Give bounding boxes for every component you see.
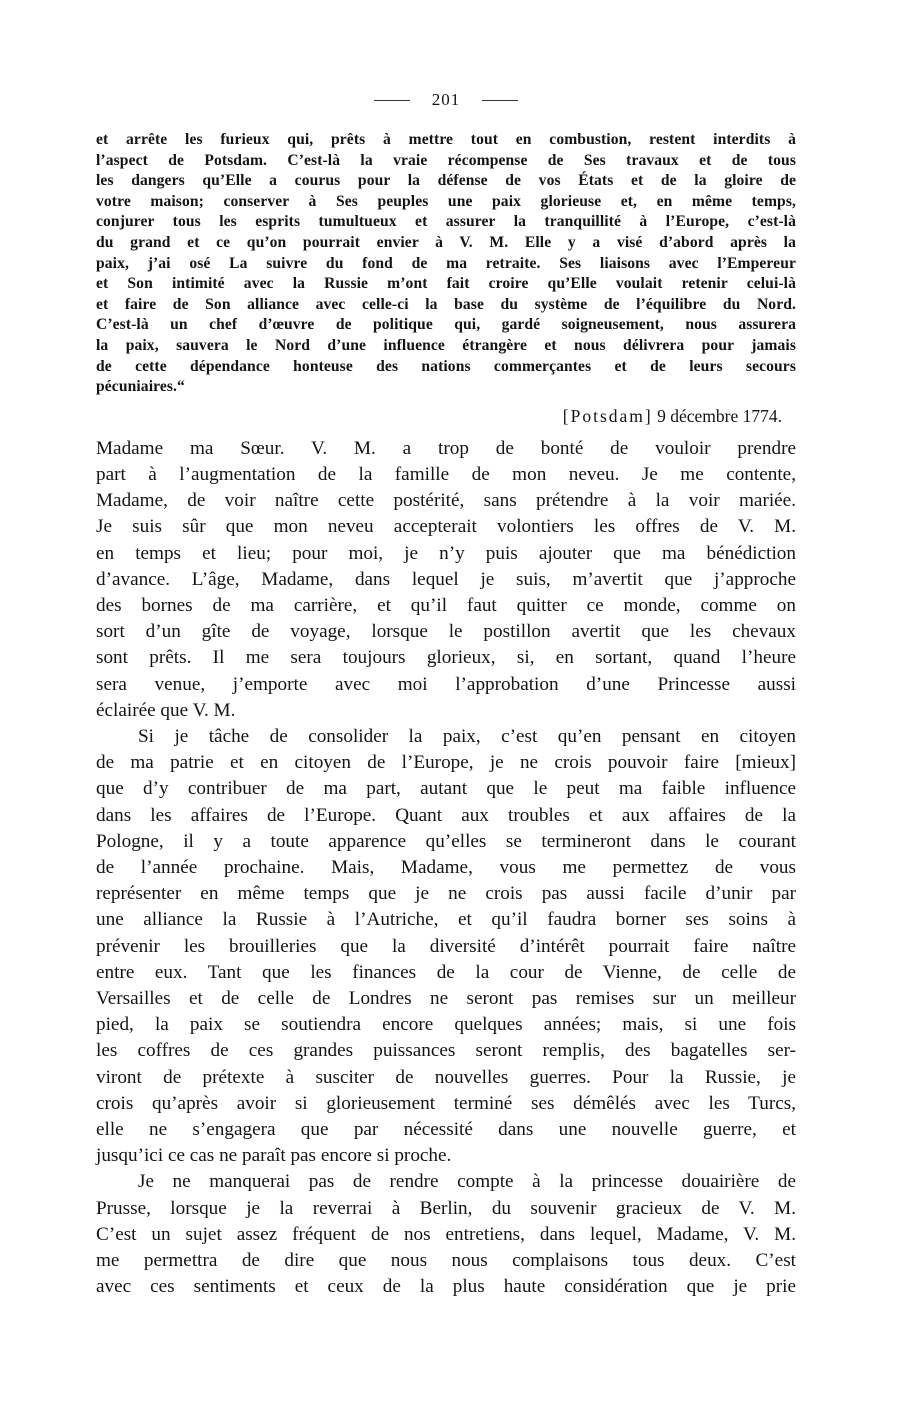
letter-line: Prusse, lorsque je la reverrai à Berlin, du souvenir gracieux de V. M. bbox=[96, 1197, 796, 1219]
header-rule-left bbox=[374, 100, 410, 101]
quote-line: C’est-là un chef d’œuvre de politique qui, gardé soigneusement, nous assurera bbox=[96, 316, 796, 334]
letter-paragraph-2 bbox=[96, 724, 796, 1169]
quote-line: paix, j’ai osé La suivre du fond de ma retraite. Ses liaisons avec l’Empereur bbox=[96, 254, 796, 272]
letter-line: me permettra de dire que nous nous complaisons tous deux. C’est bbox=[96, 1250, 796, 1272]
dateline-place: [Potsdam] bbox=[562, 405, 653, 426]
letter-line: sera venue, j’emporte avec moi l’approbation d’une Princesse aussi bbox=[96, 673, 796, 695]
letter-line: pied, la paix se soutiendra encore quelques années; mais, si une fois bbox=[96, 1014, 796, 1036]
letter-line: viront de prétexte à susciter de nouvelles guerres. Pour la Russie, je bbox=[96, 1066, 796, 1088]
quoted-passage bbox=[96, 130, 796, 398]
quote-line: conjurer tous les esprits tumultueux et assurer la tranquillité à l’Europe, c’est-là bbox=[96, 213, 796, 231]
letter-line: une alliance la Russie à l’Autriche, et qu’il faudra borner ses soins à bbox=[96, 909, 796, 931]
letter-line: Versailles et de celle de Londres ne seront pas remises sur un meilleur bbox=[96, 987, 796, 1009]
letter-line: dans les affaires de l’Europe. Quant aux troubles et aux affaires de la bbox=[96, 804, 796, 826]
letter-line: entre eux. Tant que les finances de la cour de Vienne, de celle de bbox=[96, 961, 796, 983]
letter-line: Je ne manquerai pas de rendre compte à la princesse douairière de bbox=[138, 1171, 796, 1193]
letter-body bbox=[96, 436, 796, 1301]
letter-line: les coffres de ces grandes puissances seront remplis, des bagatelles ser- bbox=[96, 1040, 796, 1062]
header-rule-right bbox=[482, 100, 518, 101]
letter-line: sort d’un gîte de voyage, lorsque le postillon avertit que les chevaux bbox=[96, 621, 796, 643]
letter-paragraph-3 bbox=[96, 1169, 796, 1300]
quote-line: pécuniaires.“ bbox=[96, 378, 185, 396]
letter-line: elle ne s’engagera que par nécessité dans une nouvelle guerre, et bbox=[96, 1119, 796, 1140]
quote-line: la paix, sauvera le Nord d’une influence étrangère et nous délivrera pour jamais bbox=[96, 336, 796, 354]
quote-line: les dangers qu’Elle a courus pour la défense de vos États et de la gloire de bbox=[96, 172, 796, 190]
letter-line: part à l’augmentation de la famille de mon neveu. Je me contente, bbox=[96, 463, 796, 485]
letter-line: Madame, de voir naître cette postérité, sans prétendre à la voir mariée. bbox=[96, 490, 796, 512]
quote-line: votre maison; conserver à Ses peuples une paix glorieuse et, en même temps, bbox=[96, 192, 796, 210]
letter-line: sont prêts. Il me sera toujours glorieux, si, en sortant, quand l’heure bbox=[96, 647, 796, 669]
letter-line: crois qu’après avoir si glorieusement terminé ses démêlés avec les Turcs, bbox=[96, 1092, 796, 1114]
letter-line: Si je tâche de consolider la paix, c’est qu’en pensant en citoyen bbox=[138, 725, 796, 747]
letter-paragraph-1 bbox=[96, 436, 796, 724]
book-page bbox=[96, 86, 796, 1300]
letter-line: des bornes de ma carrière, et qu’il faut quitter ce monde, comme on bbox=[96, 594, 796, 616]
quote-line: l’aspect de Potsdam. C’est-là la vraie récompense de Ses travaux et de tous bbox=[96, 151, 796, 169]
letter-line: en temps et lieu; pour moi, je n’y puis ajouter que ma bénédiction bbox=[96, 542, 796, 564]
letter-line: de ma patrie et en citoyen de l’Europe, je ne crois pouvoir faire [mieux] bbox=[96, 752, 796, 774]
letter-line: représenter en même temps que je ne crois pas aussi facile d’unir par bbox=[96, 883, 796, 905]
page-number: 201 bbox=[431, 90, 461, 109]
letter-line: prévenir les brouilleries que la diversité d’intérêt pourrait faire naître bbox=[96, 935, 796, 957]
letter-line: avec ces sentiments et ceux de la plus haute considération que je prie bbox=[96, 1276, 796, 1298]
quote-line: et faire de Son alliance avec celle-ci la base du système de l’équilibre du Nord. bbox=[96, 295, 796, 313]
quote-line: et Son intimité avec la Russie m’ont fait croire qu’Elle voulait retenir celui-là bbox=[96, 275, 796, 293]
letter-line: Madame ma Sœur. V. M. a trop de bonté de vouloir prendre bbox=[96, 437, 796, 459]
quote-line: et arrête les furieux qui, prêts à mettre tout en combustion, restent interdits à bbox=[96, 131, 796, 148]
dateline-date: 9 décembre 1774. bbox=[657, 405, 782, 426]
letter-line: jusqu’ici ce cas ne paraît pas encore si proche. bbox=[96, 1145, 452, 1167]
letter-line: éclairée que V. M. bbox=[96, 699, 236, 721]
dateline bbox=[96, 404, 796, 428]
letter-line: que d’y contribuer de ma part, autant que le peut ma faible influence bbox=[96, 778, 796, 800]
quote-line: de cette dépendance honteuse des nations commerçantes et de leurs secours bbox=[96, 357, 796, 375]
letter-line: de l’année prochaine. Mais, Madame, vous me permettez de vous bbox=[96, 856, 796, 878]
letter-line: Pologne, il y a toute apparence qu’elles se termineront dans le courant bbox=[96, 830, 796, 852]
letter-line: d’avance. L’âge, Madame, dans lequel je suis, m’avertit que j’approche bbox=[96, 568, 796, 590]
page-header bbox=[96, 86, 796, 114]
letter-line: Je suis sûr que mon neveu accepterait volontiers les offres de V. M. bbox=[96, 516, 796, 538]
quote-line: du grand et ce qu’on pourrait envier à V. M. Elle y a visé d’abord après la bbox=[96, 233, 796, 251]
letter-line: C’est un sujet assez fréquent de nos entretiens, dans lequel, Madame, V. M. bbox=[96, 1223, 796, 1245]
